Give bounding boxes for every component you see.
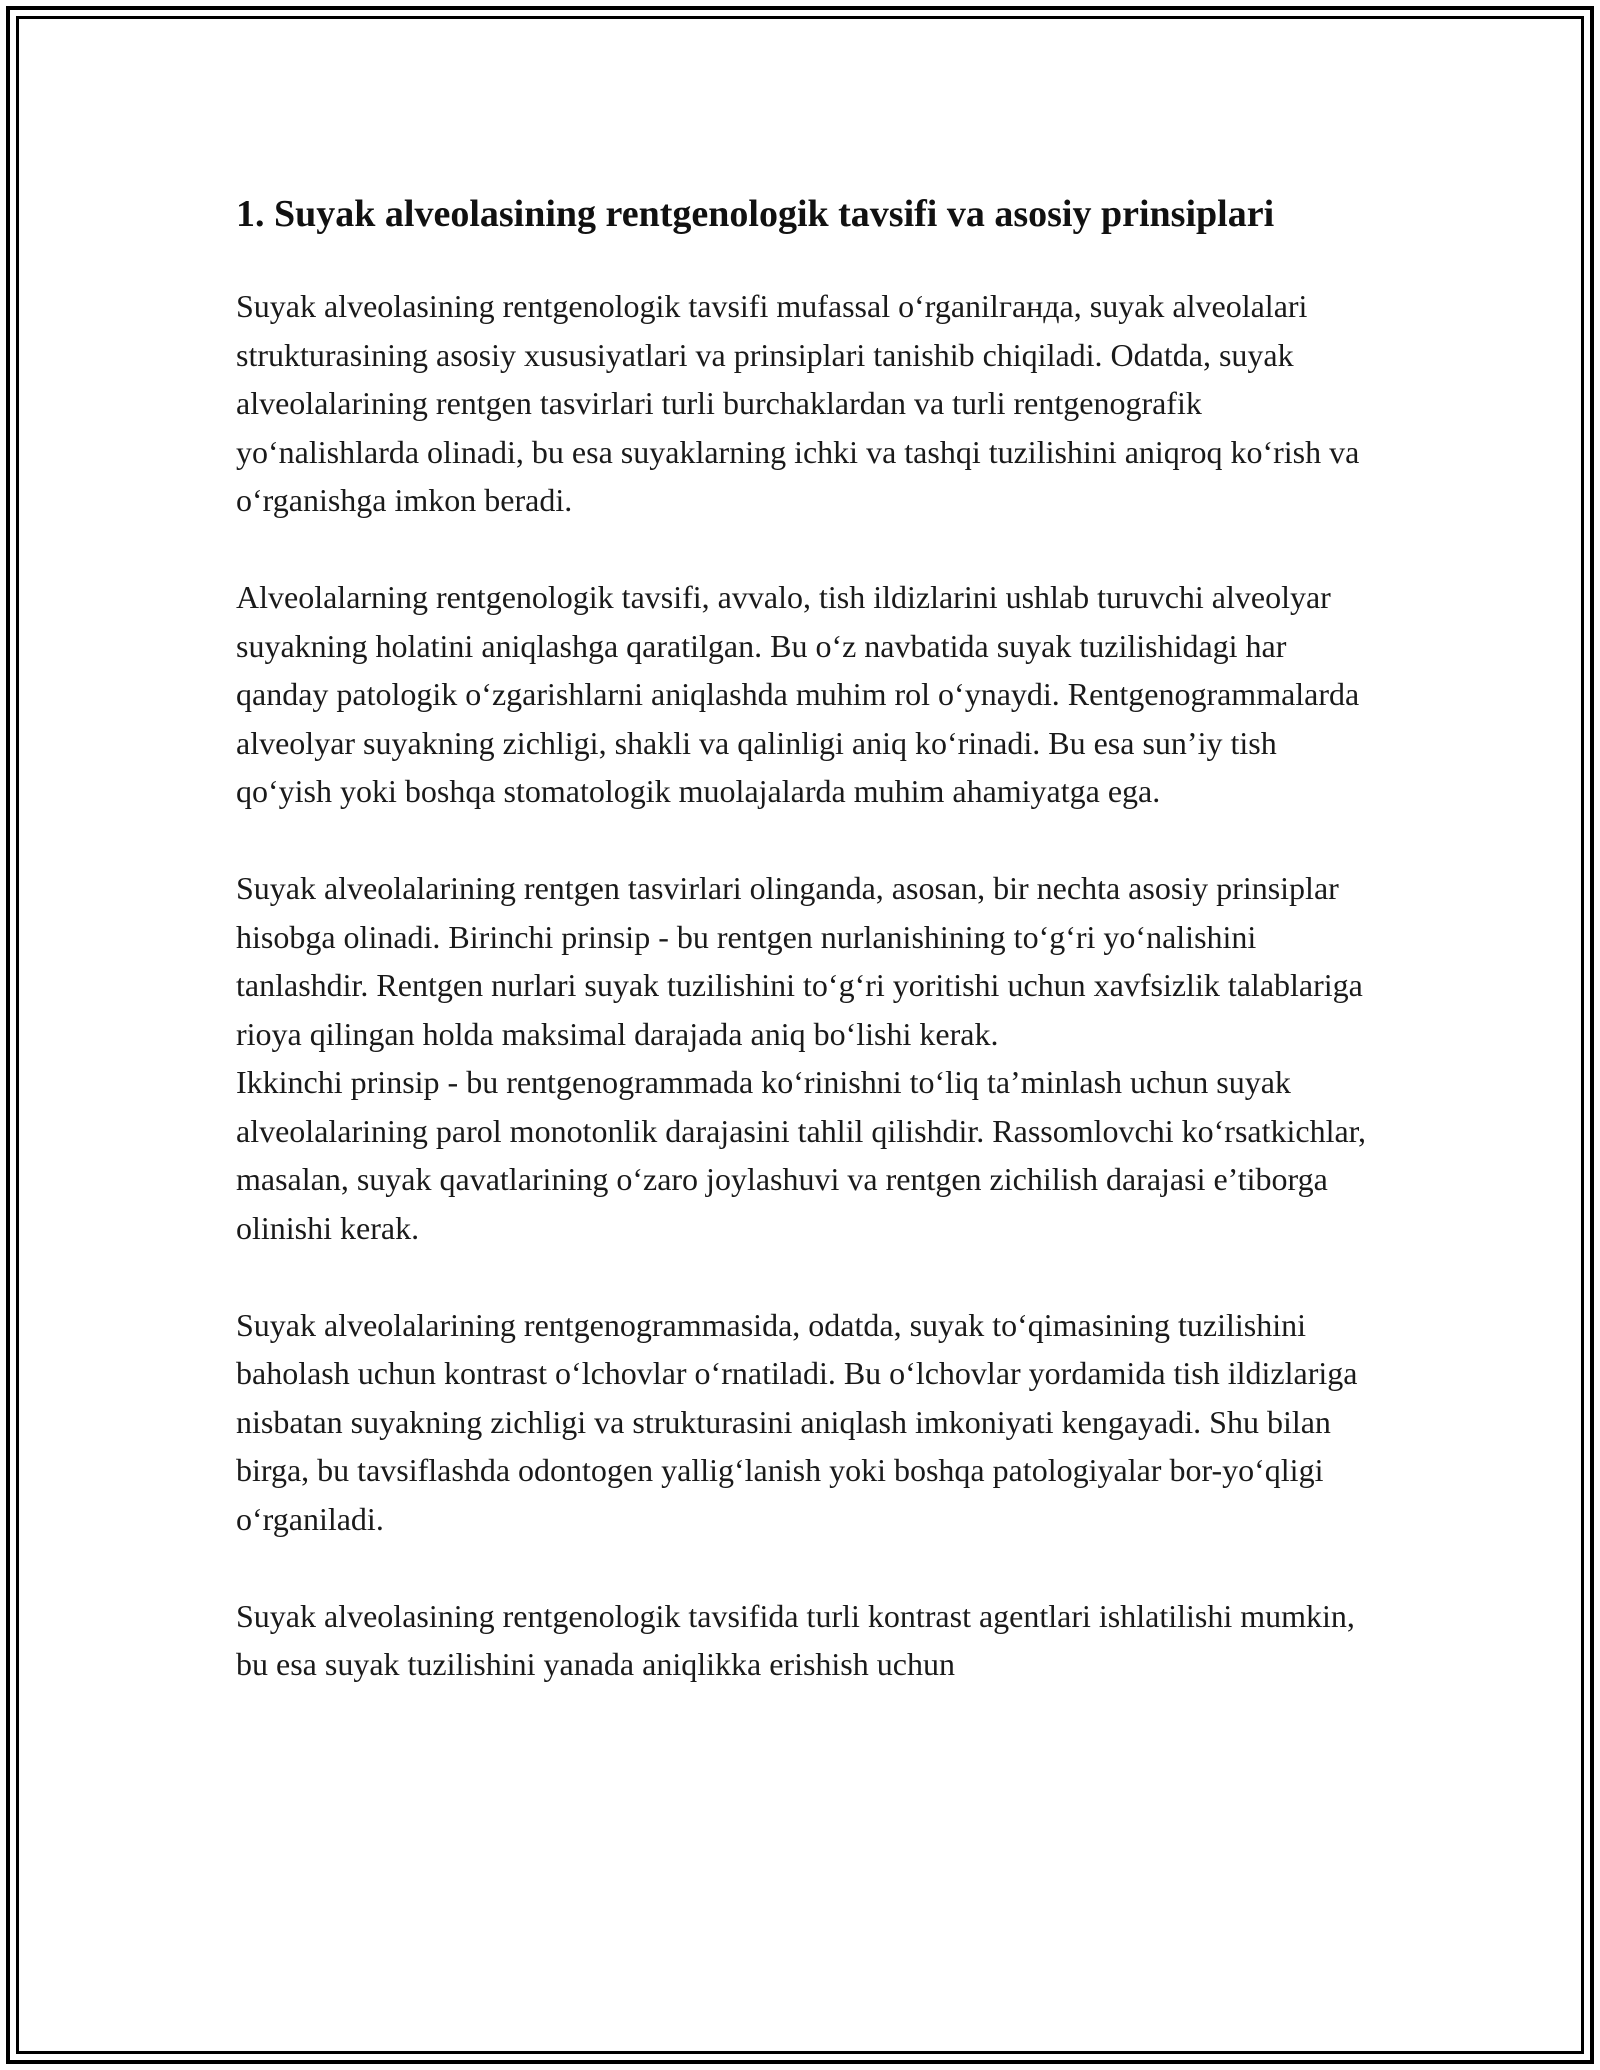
section-heading: 1. Suyak alveolasining rentgenologik tavsifi va asosiy prinsiplari	[236, 193, 1275, 235]
paragraph-4: Ikkinchi prinsip - bu rentgenogrammada ko‘rinishni to‘liq ta’minlash uchun suyak alveolalarining parol monotonlik darajasini tahlil qilishdir. Rassomlovchi ko‘rsatkichlar, masalan, suyak qavatlarining o‘zaro joylashuvi va rentgen zichilish darajasi e’tiborga olinishi kerak.	[236, 1064, 1367, 1246]
paragraph-5: Suyak alveolalarining rentgenogrammasida, odatda, suyak to‘qimasining tuzilishini baholash uchun kontrast o‘lchovlar o‘rnatiladi. Bu o‘lchovlar yordamida tish ildizlariga nisbatan suyakning zichligi va strukturasini aniqlash imkoniyati kengayadi. Shu bilan birga, bu tavsiflashda odontogen yallig‘lanish yoki boshqa patologiyalar bor-yo‘qligi o‘rganiladi.	[236, 1306, 1358, 1537]
document-body	[236, 186, 1376, 1689]
paragraph-1: Suyak alveolasining rentgenologik tavsifi mufassal o‘rganilганда, suyak alveolalari strukturasining asosiy xususiyatlari va prinsiplari tanishib chiqiladi. Odatda, suyak alveolalarining rentgen tasvirlari turli burchaklardan va turli rentgenografik yo‘nalishlarda olinadi, bu esa suyaklarning ichki va tashqi tuzilishini aniqroq ko‘rish va o‘rganishga imkon beradi.	[236, 288, 1360, 518]
paragraph-3: Suyak alveolalarining rentgen tasvirlari olinganda, asosan, bir nechta asosiy prinsiplar hisobga olinadi. Birinchi prinsip - bu rentgen nurlanishining to‘g‘ri yo‘nalishini tanlashdir. Rentgen nurlari suyak tuzilishini to‘g‘ri yoritishi uchun xavfsizlik talablariga rioya qilingan holda maksimal darajada aniq bo‘lishi kerak.	[236, 870, 1363, 1052]
paragraph-2: Alveolalarning rentgenologik tavsifi, avvalo, tish ildizlarini ushlab turuvchi alveolyar suyakning holatini aniqlashga qaratilgan. Bu o‘z navbatida suyak tuzilishidagi har qanday patologik o‘zgarishlarni aniqlashda muhim rol o‘ynaydi. Rentgenogrammalarda alveolyar suyakning zichligi, shakli va qalinligi aniq ko‘rinadi. Bu esa sun’iy tish qo‘yish yoki boshqa stomatologik muolajalarda muhim ahamiyatga ega.	[236, 579, 1360, 809]
paragraph-6: Suyak alveolasining rentgenologik tavsifida turli kontrast agentlari ishlatilishi mumkin, bu esa suyak tuzilishini yanada aniqlikka erishish uchun	[236, 1597, 1355, 1682]
